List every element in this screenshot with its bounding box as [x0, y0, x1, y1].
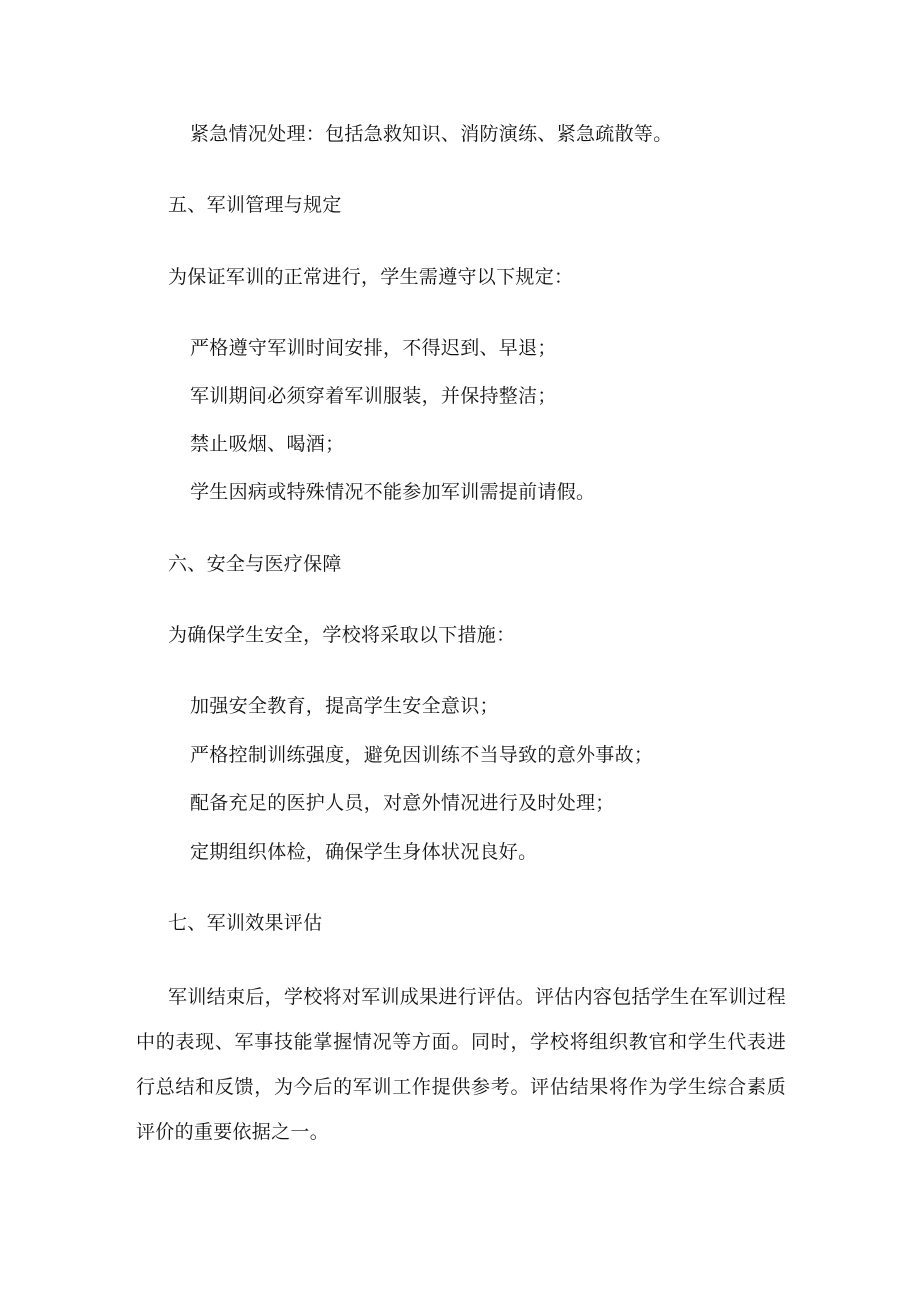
- section-heading-5: 五、军训管理与规定: [168, 194, 342, 216]
- list-item: 禁止吸烟、喝酒；: [190, 433, 345, 455]
- list-item: 严格遵守军训时间安排，不得迟到、早退；: [190, 337, 557, 359]
- list-item: 严格控制训练强度，避免因训练不当导致的意外事故；: [190, 744, 654, 766]
- list-item: 军训期间必须穿着军训服装，并保持整洁；: [190, 385, 557, 407]
- list-item: 定期组织体检，确保学生身体状况良好。: [190, 841, 538, 863]
- section-intro-6: 为确保学生安全，学校将采取以下措施：: [168, 624, 516, 646]
- list-item: 配备充足的医护人员，对意外情况进行及时处理；: [190, 792, 615, 814]
- section-intro-5: 为保证军训的正常进行，学生需遵守以下规定：: [168, 266, 574, 288]
- list-item-emergency: 紧急情况处理：包括急救知识、消防演练、紧急疏散等。: [190, 123, 673, 145]
- section-heading-7: 七、军训效果评估: [168, 912, 323, 934]
- list-item: 学生因病或特殊情况不能参加军训需提前请假。: [190, 481, 596, 503]
- section-body-7: 军训结束后，学校将对军训成果进行评估。评估内容包括学生在军训过程中的表现、军事技能掌握情况等方面。同时，学校将组织教官和学生代表进行总结和反馈，为今后的军训工作提供参考。评估结果将作为学生综合素质评价的重要依据之一。: [136, 986, 786, 1143]
- section-heading-6: 六、安全与医疗保障: [168, 553, 342, 575]
- list-item: 加强安全教育，提高学生安全意识；: [190, 695, 499, 717]
